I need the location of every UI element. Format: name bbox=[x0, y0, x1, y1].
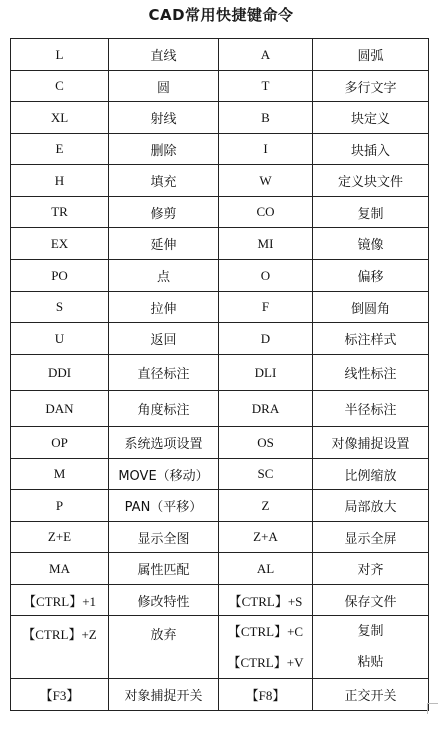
command-name-cell-text: 修改特性 bbox=[137, 594, 190, 610]
command-name-cell bbox=[109, 260, 219, 292]
command-name-cell-text: 圆弧 bbox=[357, 49, 384, 64]
shortcut-key-cell-text: MA bbox=[49, 560, 70, 576]
shortcut-key-cell-text: 【CTRL】+S bbox=[228, 593, 303, 609]
command-name-cell bbox=[313, 165, 429, 197]
shortcut-key-cell-text: Z bbox=[261, 497, 270, 513]
command-name-cell bbox=[313, 323, 429, 355]
shortcut-key-cell bbox=[219, 323, 313, 355]
shortcut-key-cell bbox=[219, 39, 313, 71]
command-name-cell bbox=[313, 459, 429, 490]
shortcut-key-cell-text: L bbox=[55, 46, 64, 62]
shortcut-key-cell bbox=[219, 260, 313, 292]
table-row bbox=[11, 522, 429, 553]
shortcut-key-cell bbox=[11, 553, 109, 585]
shortcut-key-cell bbox=[11, 71, 109, 102]
command-name-cell-text: 块定义 bbox=[350, 112, 390, 127]
command-name-cell bbox=[313, 355, 429, 391]
shortcut-key-cell-text: T bbox=[261, 78, 270, 93]
table-row bbox=[11, 228, 429, 260]
command-name-cell-text: 显示全图 bbox=[137, 531, 190, 547]
command-name-cell bbox=[109, 459, 219, 490]
command-name-cell bbox=[109, 585, 219, 616]
shortcut-key-cell bbox=[11, 134, 109, 165]
shortcut-key-cell bbox=[11, 165, 109, 197]
command-name-cell bbox=[109, 355, 219, 391]
shortcut-key-cell-text: 【F3】 bbox=[39, 688, 80, 703]
shortcut-key-cell bbox=[11, 197, 109, 228]
shortcut-key-cell-text: O bbox=[260, 267, 271, 283]
command-name-cell bbox=[313, 490, 429, 522]
shortcut-key-cell bbox=[11, 427, 109, 459]
shortcut-key-cell-text: M bbox=[53, 466, 66, 481]
shortcut-key-cell-text: B bbox=[261, 109, 270, 125]
shortcut-key-cell bbox=[219, 165, 313, 197]
command-name-cell bbox=[109, 292, 219, 323]
table-row bbox=[11, 459, 429, 490]
command-name-cell-text: 线性标注 bbox=[344, 367, 397, 382]
shortcut-key-cell-text: P bbox=[55, 497, 64, 513]
shortcut-key-cell bbox=[11, 522, 109, 553]
command-name-cell-text: 块插入 bbox=[350, 143, 390, 159]
command-name-cell-text: MOVE（移动） bbox=[118, 468, 209, 484]
command-name-cell bbox=[109, 228, 219, 260]
shortcut-key-cell bbox=[219, 355, 313, 391]
shortcut-key-cell-text: DRA bbox=[251, 400, 280, 416]
command-name-cell bbox=[109, 323, 219, 355]
shortcut-key-cell-text: MI bbox=[257, 235, 274, 251]
command-name-cell-text: 偏移 bbox=[357, 270, 384, 285]
shortcut-key-cell-text: OS bbox=[257, 434, 274, 450]
shortcut-key-cell-text: W bbox=[259, 172, 272, 188]
command-name-cell-text: 放弃 bbox=[150, 628, 177, 643]
shortcut-key-cell-text: 【CTRL】+1 bbox=[22, 593, 97, 609]
table-row bbox=[11, 490, 429, 522]
command-name-cell bbox=[313, 427, 429, 459]
command-name-cell-text: 镜像 bbox=[357, 238, 384, 253]
shortcut-key-cell bbox=[11, 585, 109, 616]
table-row bbox=[11, 39, 429, 71]
table-row bbox=[11, 553, 429, 585]
shortcut-key-cell bbox=[219, 616, 313, 679]
table-row bbox=[11, 71, 429, 102]
command-name-cell-text: 返回 bbox=[150, 333, 177, 348]
command-name-cell bbox=[109, 553, 219, 585]
shortcut-key-cell-text: S bbox=[55, 299, 64, 314]
shortcut-key-cell bbox=[11, 679, 109, 711]
command-name-cell-text: 直径标注 bbox=[137, 367, 190, 382]
command-name-cell-text: 射线 bbox=[150, 112, 177, 127]
command-name-cell-text: 定义块文件 bbox=[337, 175, 403, 190]
shortcut-key-cell-text: EX bbox=[50, 235, 69, 251]
command-name-cell-text: 倒圆角 bbox=[350, 301, 390, 317]
shortcut-key-cell bbox=[11, 355, 109, 391]
command-name-cell bbox=[313, 39, 429, 71]
shortcut-key-cell-text: U bbox=[54, 330, 65, 346]
command-name-cell-text: 属性匹配 bbox=[137, 563, 190, 578]
command-name-cell bbox=[109, 102, 219, 134]
table-row bbox=[11, 260, 429, 292]
command-name-cell-text: 保存文件 bbox=[344, 594, 397, 610]
shortcut-key-cell-text: AL bbox=[256, 560, 275, 576]
shortcut-key-cell bbox=[219, 679, 313, 711]
shortcut-key-cell-text: D bbox=[260, 330, 271, 346]
command-name-cell bbox=[313, 522, 429, 553]
command-name-cell-text: 复制 bbox=[357, 624, 384, 639]
command-name-cell bbox=[109, 165, 219, 197]
shortcut-key-cell-text: F bbox=[261, 299, 270, 314]
command-name-cell bbox=[313, 102, 429, 134]
command-name-cell-text: 多行文字 bbox=[344, 80, 397, 96]
table-row bbox=[11, 292, 429, 323]
shortcut-key-cell-text: 【F8】 bbox=[245, 688, 286, 703]
shortcut-key-cell-text: H bbox=[54, 172, 65, 188]
shortcut-key-cell bbox=[11, 323, 109, 355]
command-name-cell bbox=[313, 71, 429, 102]
shortcut-key-cell bbox=[219, 228, 313, 260]
command-name-cell-text: 圆 bbox=[156, 80, 170, 96]
shortcut-key-cell bbox=[11, 292, 109, 323]
command-name-cell bbox=[109, 71, 219, 102]
page-title: CAD常用快捷键命令 bbox=[148, 6, 294, 24]
command-name-cell bbox=[313, 616, 429, 679]
shortcut-key-cell-text: C bbox=[55, 78, 64, 93]
shortcut-key-cell bbox=[219, 134, 313, 165]
shortcut-key-cell bbox=[219, 459, 313, 490]
table-row bbox=[11, 585, 429, 616]
command-name-cell bbox=[109, 39, 219, 71]
shortcut-key-cell-text: DAN bbox=[45, 400, 74, 416]
command-name-cell bbox=[313, 228, 429, 260]
page-corner-mark bbox=[427, 703, 438, 714]
shortcut-key-cell-text: OP bbox=[51, 434, 68, 450]
shortcut-key-cell-text: DDI bbox=[47, 364, 72, 380]
shortcut-key-cell bbox=[219, 585, 313, 616]
command-name-cell bbox=[313, 260, 429, 292]
shortcut-key-cell-text: Z+E bbox=[47, 529, 72, 544]
table-row bbox=[11, 197, 429, 228]
command-name-cell bbox=[109, 134, 219, 165]
shortcut-key-cell-text: DLI bbox=[254, 364, 277, 380]
command-name-cell bbox=[313, 292, 429, 323]
shortcut-key-cell-text: 【CTRL】+C bbox=[227, 624, 304, 639]
shortcut-key-cell-text: SC bbox=[257, 466, 274, 481]
shortcut-key-cell bbox=[11, 490, 109, 522]
command-name-cell-text: 局部放大 bbox=[344, 500, 397, 515]
command-name-cell-text: 复制 bbox=[357, 206, 384, 222]
command-name-cell-text: 填充 bbox=[150, 175, 177, 190]
shortcut-key-cell-text: E bbox=[55, 141, 64, 156]
command-name-cell bbox=[109, 616, 219, 679]
shortcut-key-cell bbox=[11, 260, 109, 292]
command-name-cell-text: 对像捕捉设置 bbox=[331, 437, 410, 452]
command-name-cell-text: 粘贴 bbox=[357, 655, 384, 670]
shortcut-key-cell bbox=[219, 553, 313, 585]
command-name-cell bbox=[313, 679, 429, 711]
table-row bbox=[11, 616, 429, 679]
command-name-cell bbox=[109, 522, 219, 553]
command-name-cell-text: 对齐 bbox=[357, 563, 384, 578]
shortcut-key-cell-text: 【CTRL】+V bbox=[227, 655, 304, 670]
command-name-cell bbox=[313, 391, 429, 427]
command-name-cell bbox=[313, 585, 429, 616]
table-row bbox=[11, 679, 429, 711]
command-name-cell-text: PAN（平移） bbox=[124, 500, 203, 515]
shortcut-key-cell bbox=[219, 292, 313, 323]
command-name-cell-text: 角度标注 bbox=[137, 403, 190, 418]
shortcut-key-cell bbox=[11, 459, 109, 490]
shortcut-key-cell bbox=[219, 71, 313, 102]
shortcut-key-cell-text: PO bbox=[51, 267, 68, 283]
command-name-cell-text: 标注样式 bbox=[344, 333, 397, 348]
shortcut-key-cell-text: A bbox=[260, 46, 271, 62]
command-name-cell-text: 系统选项设置 bbox=[124, 437, 203, 452]
table-row bbox=[11, 355, 429, 391]
command-name-cell bbox=[313, 553, 429, 585]
command-name-cell-text: 拉伸 bbox=[150, 301, 177, 317]
command-name-cell bbox=[313, 197, 429, 228]
table-row bbox=[11, 134, 429, 165]
shortcut-key-cell-text: XL bbox=[50, 109, 69, 125]
shortcut-key-cell bbox=[219, 427, 313, 459]
command-name-cell-text: 延伸 bbox=[150, 238, 177, 253]
command-name-cell bbox=[109, 490, 219, 522]
command-name-cell-text: 显示全屏 bbox=[344, 531, 397, 547]
shortcut-key-cell bbox=[219, 102, 313, 134]
shortcut-key-cell-text: CO bbox=[256, 204, 275, 219]
shortcut-key-cell bbox=[219, 490, 313, 522]
command-name-cell-text: 对象捕捉开关 bbox=[124, 689, 203, 704]
table-row bbox=[11, 165, 429, 197]
command-name-cell bbox=[109, 391, 219, 427]
command-name-cell-text: 修剪 bbox=[150, 206, 177, 222]
command-name-cell-text: 删除 bbox=[150, 143, 177, 159]
shortcut-key-cell bbox=[219, 522, 313, 553]
shortcut-table-body bbox=[11, 39, 429, 711]
command-name-cell-text: 半径标注 bbox=[344, 403, 397, 418]
shortcut-key-cell bbox=[11, 102, 109, 134]
shortcut-key-cell bbox=[219, 197, 313, 228]
shortcut-key-cell-text: 【CTRL】+Z bbox=[22, 627, 97, 642]
command-name-cell bbox=[109, 679, 219, 711]
shortcut-key-cell bbox=[11, 391, 109, 427]
table-row bbox=[11, 427, 429, 459]
shortcut-key-cell bbox=[219, 391, 313, 427]
shortcut-key-cell bbox=[11, 616, 109, 679]
shortcut-key-cell-text: Z+A bbox=[253, 529, 278, 544]
command-name-cell-text: 比例缩放 bbox=[344, 468, 397, 484]
command-name-cell-text: 正交开关 bbox=[344, 689, 397, 704]
shortcut-key-cell bbox=[11, 39, 109, 71]
shortcut-table bbox=[10, 38, 429, 711]
table-row bbox=[11, 102, 429, 134]
shortcut-key-cell bbox=[11, 228, 109, 260]
table-row bbox=[11, 323, 429, 355]
command-name-cell-text: 直线 bbox=[150, 49, 177, 64]
shortcut-key-cell-text: TR bbox=[51, 204, 68, 219]
command-name-cell-text: 点 bbox=[156, 270, 170, 285]
command-name-cell bbox=[109, 197, 219, 228]
shortcut-key-cell-text: I bbox=[263, 141, 268, 156]
command-name-cell bbox=[109, 427, 219, 459]
table-row bbox=[11, 391, 429, 427]
command-name-cell bbox=[313, 134, 429, 165]
